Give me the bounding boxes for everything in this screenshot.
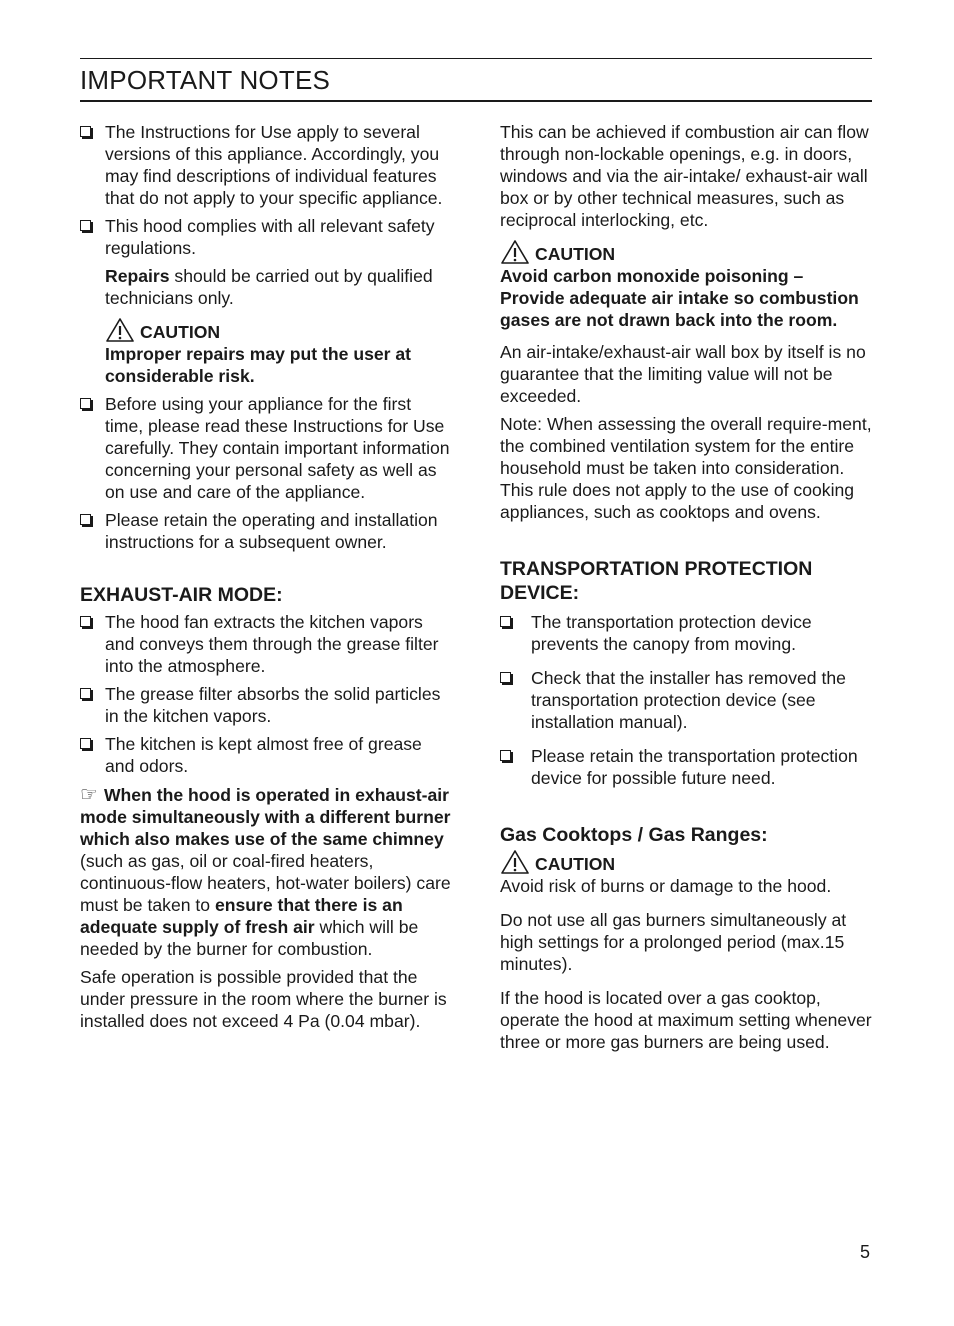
list-item: This hood complies with all relevant safety regulations. [80,215,452,259]
repairs-text: should be carried out by qualified technicians only. [105,266,433,308]
paragraph: Note: When assessing the overall require-ment, the combined ventilation system for the entire household must be taken into consideration. This rule does not apply to the use of cooking appliances, such as cooktops and ovens. [500,414,872,522]
caution-block [500,237,872,331]
note-text-2: which will be needed by the burner for combustion. [80,917,419,959]
note-bold-2: ensure that there is an adequate supply of fresh air [80,895,403,937]
caution-text: Avoid risk of burns or damage to the hood. [500,876,832,896]
paragraph: If the hood is located over a gas cooktop, operate the hood at maximum setting whenever three or more gas burners are being used. [500,988,872,1052]
warning-triangle-icon [105,317,135,343]
caution-label: CAUTION [140,322,221,342]
list-item: Before using your appliance for the first time, please read these Instructions for Use carefully. They contain important information concerning your personal safety as well as on use and care of the appliance. [80,393,452,503]
safe-operation-text: Safe operation is possible provided that the under pressure in the room where the burner is installed does not exceed 4 Pa (0.04 mbar). [80,967,447,1031]
list-item: Please retain the transportation protection device for possible future need. [500,745,872,789]
caution-text: Improper repairs may put the user at considerable risk. [105,344,412,386]
right-column [500,121,872,1053]
caution-block [80,315,452,387]
exhaust-air-heading: EXHAUST-AIR MODE: [80,584,283,606]
list-item: The grease filter absorbs the solid particles in the kitchen vapors. [80,683,452,727]
top-rule [80,58,872,59]
note-bold-1: When the hood is operated in exhaust-air mode simultaneously with a different burner which also makes use of the same chimney [80,785,451,849]
repairs-bold: Repairs [105,266,170,286]
warning-triangle-icon [500,849,530,875]
page-title: IMPORTANT NOTES [80,65,331,95]
caution-label: CAUTION [535,854,616,874]
caution-label: CAUTION [535,244,616,264]
list-item: The Instructions for Use apply to several versions of this appliance. Accordingly, you may find descriptions of individual features that do not apply to your specific appliance. [80,121,452,209]
list-item: The hood fan extracts the kitchen vapors and conveys them through the grease filter into the atmosphere. [80,611,452,677]
transportation-heading: TRANSPORTATION PROTECTION DEVICE: [500,558,813,604]
gas-cooktops-heading: Gas Cooktops / Gas Ranges: [500,824,768,846]
exhaust-note [80,783,452,960]
paragraph: This can be achieved if combustion air can flow through non-lockable openings, e.g. in doors, windows and via the air-intake/ exhaust-air wall box or by other technical measures, such as reciprocal interlocking, etc. [500,122,869,230]
list-item: Check that the installer has removed the transportation protection device (see installation manual). [500,667,872,733]
title-underline [80,100,872,102]
left-column [80,121,452,1032]
warning-triangle-icon [500,239,530,265]
paragraph: An air-intake/exhaust-air wall box by itself is no guarantee that the limiting value will not be exceeded. [500,342,866,406]
pointing-hand-icon: ☞ [80,782,98,806]
list-item: Please retain the operating and installation instructions for a subsequent owner. [80,509,452,553]
caution-text: Avoid carbon monoxide poisoning – Provide adequate air intake so combustion gases are not drawn back into the room. [500,266,859,330]
list-item: The transportation protection device prevents the canopy from moving. [500,611,872,655]
paragraph: Do not use all gas burners simultaneously at high settings for a prolonged period (max.15 minutes). [500,910,847,974]
page-number: 5 [860,1242,871,1262]
note-text-1: (such as gas, oil or coal-fired heaters, continuous-flow heaters, hot-water boilers) care must be taken to [80,851,451,915]
list-item: The kitchen is kept almost free of grease and odors. [80,733,452,777]
caution-block [500,847,872,897]
repairs-note [80,265,452,309]
